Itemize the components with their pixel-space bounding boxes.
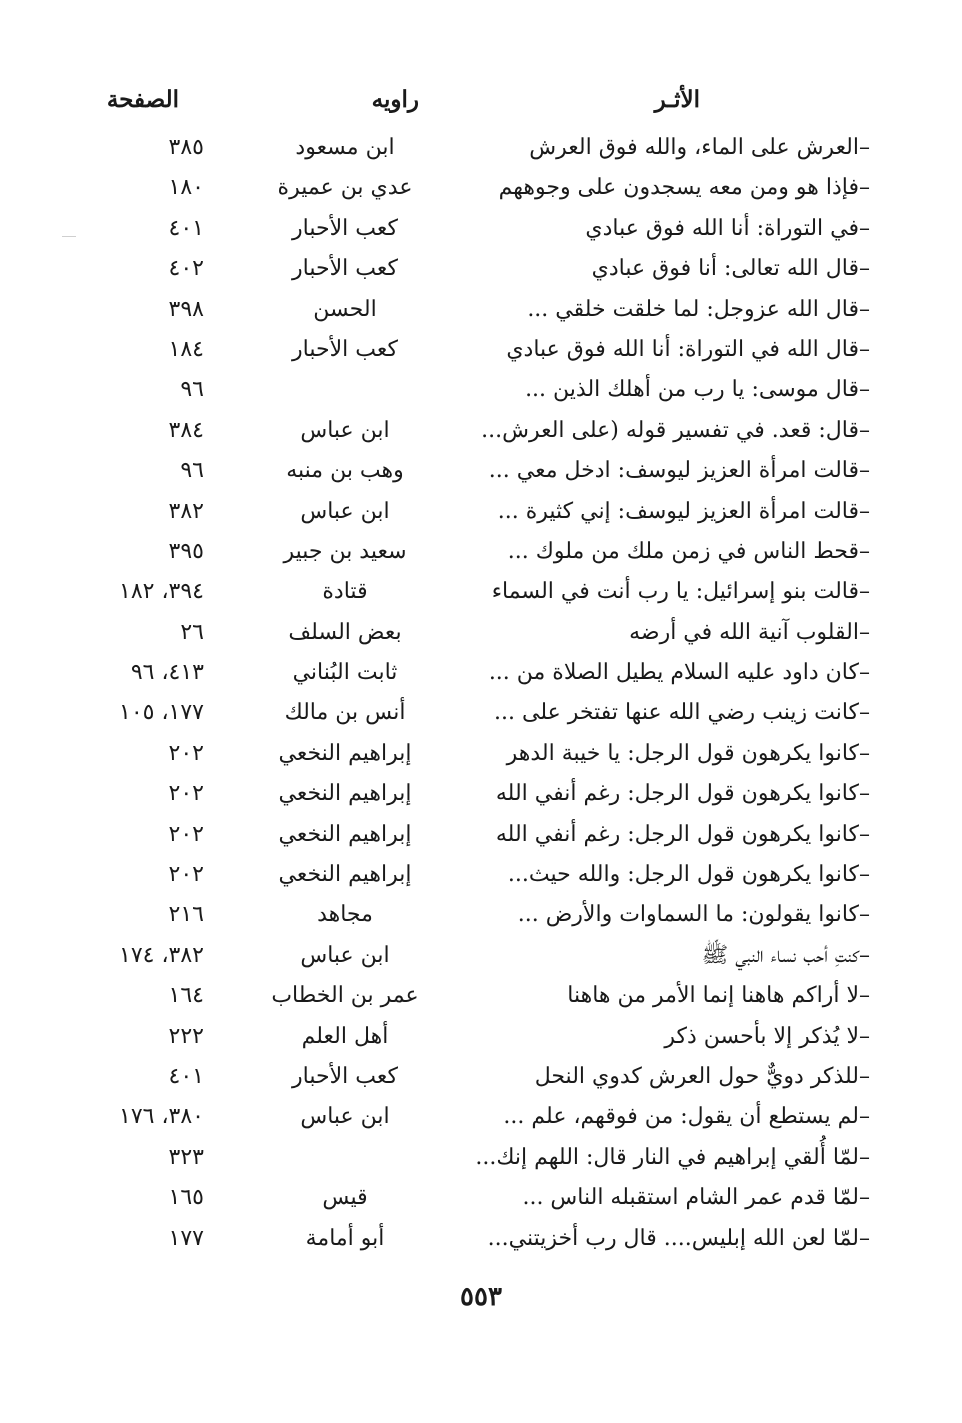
athar-text: –لمّا أُلقي إبراهيم في النار قال: اللهم إنك... bbox=[475, 1144, 870, 1170]
narrator-name: قيس bbox=[322, 1185, 368, 1211]
page-reference: ٣٩٨ bbox=[168, 296, 204, 322]
narrator-name: كعب الأحبار bbox=[292, 215, 398, 241]
table-row bbox=[0, 895, 962, 935]
table-header bbox=[0, 86, 962, 126]
narrator-name: كعب الأحبار bbox=[292, 256, 398, 282]
athar-text: –قال: قعد. في تفسير قوله (على العرش... bbox=[481, 417, 870, 443]
table-row bbox=[0, 774, 962, 814]
page-reference: ٢١٦ bbox=[168, 902, 204, 928]
table-row bbox=[0, 613, 962, 653]
page-reference: ٩٦ bbox=[180, 458, 204, 484]
table-row bbox=[0, 1178, 962, 1218]
narrator-name: الحسن bbox=[313, 296, 377, 322]
table-row bbox=[0, 1219, 962, 1259]
athar-text: –قال موسى: يا رب من أهلك الذين ... bbox=[525, 377, 870, 403]
narrator-name: ابن عباس bbox=[300, 1104, 390, 1130]
athar-text: –للذكر دويٌّ حول العرش كدوي النحل bbox=[534, 1063, 870, 1089]
page-reference: ٢٦ bbox=[180, 619, 204, 645]
table-row bbox=[0, 168, 962, 208]
athar-text: –قالت امرأة العزيز ليوسف: ادخل معي ... bbox=[488, 458, 870, 484]
table-row bbox=[0, 532, 962, 572]
table-row bbox=[0, 572, 962, 612]
page-reference: ٣٢٣ bbox=[168, 1144, 204, 1170]
athar-text: –كانوا يكرهون قول الرجل: رغم أنفي الله bbox=[495, 781, 870, 807]
table-row bbox=[0, 411, 962, 451]
athar-text: –فإذا هو ومن معه يسجدون على وجوههم bbox=[498, 175, 870, 201]
athar-text: –قحط الناس في زمن ملك من ملوك ... bbox=[507, 538, 870, 564]
table-row bbox=[0, 734, 962, 774]
narrator-name: عمر بن الخطاب bbox=[271, 983, 419, 1009]
page-reference: ٢٠٢ bbox=[168, 821, 204, 847]
narrator-name: ابن عباس bbox=[300, 942, 390, 968]
table-row bbox=[0, 936, 962, 976]
narrator-name: مجاهد bbox=[317, 902, 373, 928]
table-row bbox=[0, 855, 962, 895]
narrator-name: إبراهيم النخعي bbox=[278, 740, 412, 766]
narrator-name: قتادة bbox=[322, 579, 368, 605]
page-reference: ٤٠١ bbox=[168, 1063, 204, 1089]
table-row bbox=[0, 492, 962, 532]
table-row bbox=[0, 1138, 962, 1178]
athar-text: –في التوراة: أنا الله فوق عبادي bbox=[585, 215, 870, 241]
table-row bbox=[0, 249, 962, 289]
table-row bbox=[0, 1057, 962, 1097]
narrator-name: عدي بن عميرة bbox=[277, 175, 413, 201]
athar-text: –لا أراكم هاهنا إنما الأمر من هاهنا bbox=[567, 983, 870, 1009]
table-row bbox=[0, 653, 962, 693]
table-row bbox=[0, 1097, 962, 1137]
page-reference: ٤١٣، ٩٦ bbox=[130, 660, 204, 686]
athar-text: –كانوا يكرهون قول الرجل: والله حيث... bbox=[507, 862, 870, 888]
page-reference: ٣٨٢، ١٧٤ bbox=[119, 942, 204, 968]
table-row bbox=[0, 128, 962, 168]
narrator-name: سعيد بن جبير bbox=[283, 538, 407, 564]
page-reference: ٣٩٥ bbox=[168, 538, 204, 564]
narrator-name: أنس بن مالك bbox=[284, 700, 406, 726]
table-row bbox=[0, 1017, 962, 1057]
narrator-name: بعض السلف bbox=[288, 619, 402, 645]
table-row bbox=[0, 330, 962, 370]
page-reference: ٣٨٤ bbox=[168, 417, 204, 443]
narrator-name: ابن مسعود bbox=[295, 135, 395, 160]
page-reference: ١٧٧، ١٠٥ bbox=[119, 700, 204, 726]
page-reference: ٣٩٤، ١٨٢ bbox=[119, 579, 204, 605]
athar-text: –العرش على الماء، والله فوق العرش bbox=[529, 135, 870, 160]
narrator-name: إبراهيم النخعي bbox=[278, 862, 412, 888]
athar-text: –لمّا قدم عمر الشام استقبله الناس ... bbox=[522, 1185, 870, 1211]
page-reference: ١٨٤ bbox=[168, 336, 204, 362]
narrator-name: ابن عباس bbox=[300, 417, 390, 443]
athar-text: –كان داود عليه السلام يطيل الصلاة من ... bbox=[488, 660, 870, 686]
athar-text: –قال الله تعالى: أنا فوق عبادي bbox=[591, 256, 870, 282]
athar-text: –قالت امرأة العزيز ليوسف: إني كثيرة ... bbox=[497, 498, 870, 524]
page-reference: ٣٨٠، ١٧٦ bbox=[119, 1104, 204, 1130]
page-reference: ٣٨٢ bbox=[168, 498, 204, 524]
narrator-name: كعب الأحبار bbox=[292, 336, 398, 362]
athar-text: –كنتِ أحب نساء النبي ﷺ bbox=[701, 942, 870, 968]
page-number: ٥٥٣ bbox=[460, 1282, 502, 1312]
narrator-name: أبو أمامة bbox=[305, 1225, 385, 1251]
page-reference: ٢٢٢ bbox=[168, 1023, 204, 1049]
table-row bbox=[0, 290, 962, 330]
athar-text: –قال الله في التوراة: أنا الله فوق عبادي bbox=[506, 336, 870, 362]
table-row bbox=[0, 209, 962, 249]
page-reference: ٢٠٢ bbox=[168, 781, 204, 807]
header-athar: الأثـر bbox=[654, 86, 700, 113]
athar-text: –لم يستطع أن يقول: من فوقهم، علم ... bbox=[503, 1104, 870, 1130]
narrator-name: كعب الأحبار bbox=[292, 1063, 398, 1089]
page-reference: ٢٠٢ bbox=[168, 862, 204, 888]
athar-text: –قال الله عزوجل: لما خلقت خلقي ... bbox=[527, 296, 870, 322]
athar-text: –كانوا يكرهون قول الرجل: رغم أنفي الله bbox=[495, 821, 870, 847]
athar-text: –كانت زينب رضي الله عنها تفتخر على ... bbox=[494, 700, 870, 726]
table-row bbox=[0, 370, 962, 410]
page-reference: ٤٠٢ bbox=[168, 256, 204, 282]
athar-text: –قالت بنو إسرائيل: يا رب أنت في السماء bbox=[491, 579, 870, 605]
table-row bbox=[0, 451, 962, 491]
page-reference: ٩٦ bbox=[180, 377, 204, 403]
athar-text: –لا يُذكر إلا بأحسن ذكر bbox=[664, 1023, 870, 1049]
narrator-name: إبراهيم النخعي bbox=[278, 821, 412, 847]
page-reference: ٣٨٥ bbox=[168, 135, 204, 160]
narrator-name: ثابت البُناني bbox=[292, 660, 398, 686]
narrator-name: ابن عباس bbox=[300, 498, 390, 524]
athar-text: –كانوا يكرهون قول الرجل: يا خيبة الدهر bbox=[506, 740, 870, 766]
athar-text: –كانوا يقولون: ما السماوات والأرض ... bbox=[517, 902, 870, 928]
header-page: الصفحة bbox=[106, 86, 179, 113]
athar-text: –لمّا لعن الله إبليس.... قال رب أخزيتني... bbox=[487, 1225, 870, 1251]
table-row bbox=[0, 976, 962, 1016]
page-reference: ١٨٠ bbox=[168, 175, 204, 201]
page-reference: ١٧٧ bbox=[168, 1225, 204, 1251]
page-reference: ١٦٤ bbox=[168, 983, 204, 1009]
athar-index-list bbox=[0, 128, 962, 1259]
narrator-name: إبراهيم النخعي bbox=[278, 781, 412, 807]
narrator-name: وهب بن منبه bbox=[286, 458, 404, 484]
page-reference: ٢٠٢ bbox=[168, 740, 204, 766]
page-reference: ١٦٥ bbox=[168, 1185, 204, 1211]
table-row bbox=[0, 693, 962, 733]
athar-text: –القلوب آنية الله في أرضه bbox=[629, 619, 870, 645]
margin-mark bbox=[62, 236, 76, 237]
narrator-name: أهل العلم bbox=[301, 1023, 389, 1049]
page-reference: ٤٠١ bbox=[168, 215, 204, 241]
header-rawi: راويه bbox=[371, 86, 419, 113]
table-row bbox=[0, 815, 962, 855]
